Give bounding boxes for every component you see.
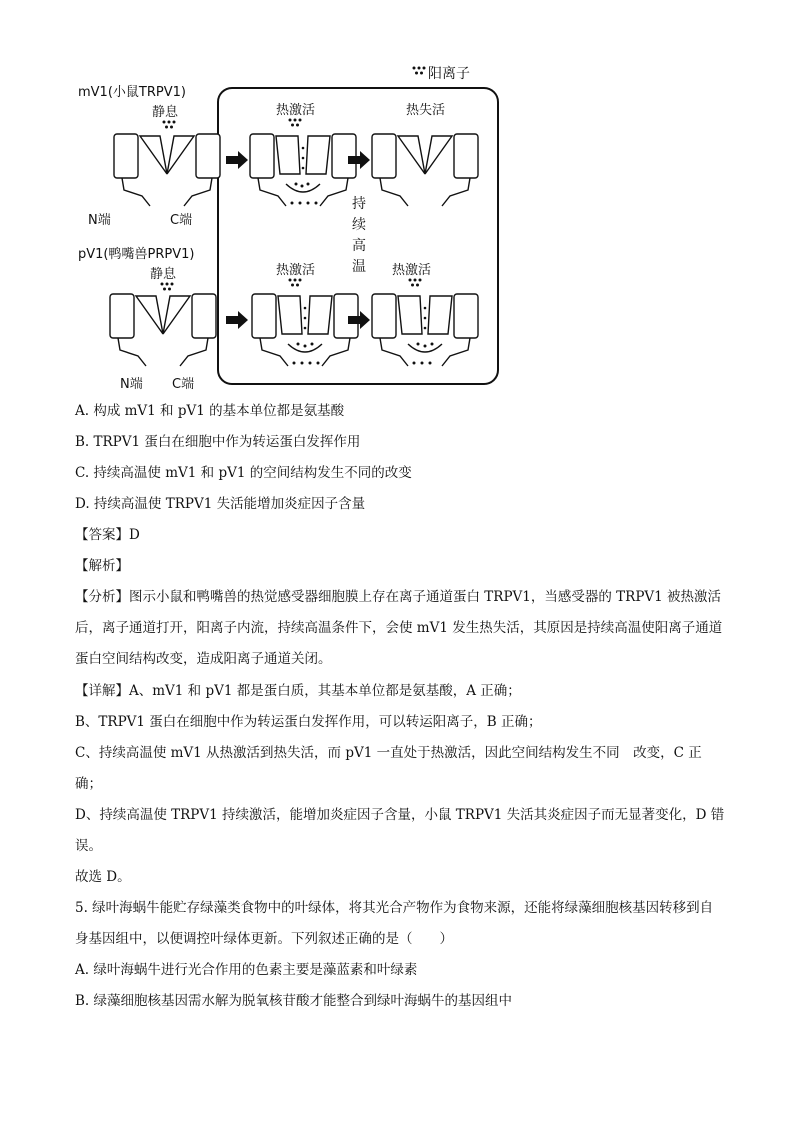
pv1-rest-channel <box>110 294 216 366</box>
q4-detail-b: B、TRPV1 蛋白在细胞中作为转运蛋白发挥作用，可以转运阳离子，B 正确； <box>75 714 542 730</box>
q4-detail-d: D、持续高温使 TRPV1 持续激活，能增加炎症因子含量，小鼠 TRPV1 失活其炎症因子而无显著变化，D 错误。 <box>75 807 725 854</box>
rest-label-top: 静息 <box>152 105 179 120</box>
q4-option-a: A. 构成 mV1 和 pV1 的基本单位都是氨基酸 <box>75 403 345 419</box>
q4-analysis-header: 【解析】 <box>75 558 129 574</box>
q4-option-b: B. TRPV1 蛋白在细胞中作为转运蛋白发挥作用 <box>75 434 361 450</box>
mv1-rest-channel <box>114 134 220 206</box>
q4-option-d: D. 持续高温使 TRPV1 失活能增加炎症因子含量 <box>75 496 366 512</box>
heat-inactive-label: 热失活 <box>406 103 446 118</box>
q5-option-b: B. 绿藻细胞核基因需水解为脱氧核苷酸才能整合到绿叶海蜗牛的基因组中 <box>75 993 513 1009</box>
trpv1-diagram <box>70 58 510 398</box>
sustained-heat-label <box>352 195 366 275</box>
svg-text:续: 续 <box>352 217 366 233</box>
q4-detail-c: C、持续高温使 mV1 从热激活到热失活，而 pV1 一直处于热激活，因此空间结构发生不同 改变，C 正确； <box>75 745 702 792</box>
q4-analysis: 【分析】图示小鼠和鸭嘴兽的热觉感受器细胞膜上存在离子通道蛋白 TRPV1，当感受器的 TRPV1 被热激活后，离子通道打开，阳离子内流，持续高温条件下，会使 mV1 发生热失活，其原因是持续高温使阳离子通道蛋白空间结构改变，造成阳离子通道关闭。 <box>75 589 723 667</box>
q4-option-c: C. 持续高温使 mV1 和 pV1 的空间结构发生不同的改变 <box>75 465 412 481</box>
n-end-label-bottom: N端 <box>120 377 143 392</box>
mv1-label: mV1(小鼠TRPV1) <box>78 85 186 100</box>
c-end-label-top: C端 <box>170 213 193 228</box>
heat-active-label-2: 热激活 <box>276 263 316 278</box>
q5-option-a: A. 绿叶海蜗牛进行光合作用的色素主要是藻蓝素和叶绿素 <box>75 962 418 978</box>
n-end-label-top: N端 <box>88 213 111 228</box>
rest-label-bottom: 静息 <box>150 267 177 282</box>
q5-stem: 5. 绿叶海蜗牛能贮存绿藻类食物中的叶绿体，将其光合产物作为食物来源，还能将绿藻细胞核基因转移到自身基因组中，以便调控叶绿体更新。下列叙述正确的是（ ） <box>75 900 714 947</box>
pv1-label: pV1(鸭嘴兽PRPV1) <box>78 247 195 262</box>
svg-text:温: 温 <box>352 259 366 275</box>
svg-text:高: 高 <box>352 238 366 254</box>
q4-detail-a: 【详解】A、mV1 和 pV1 都是蛋白质，其基本单位都是氨基酸，A 正确； <box>75 683 521 699</box>
q4-answer: 【答案】D <box>75 527 140 543</box>
mv1-heat-active-channel <box>250 134 356 206</box>
heat-active-label-3: 热激活 <box>392 263 432 278</box>
svg-text:持: 持 <box>352 196 366 212</box>
cation-legend <box>413 66 471 82</box>
cation-label: 阳离子 <box>428 66 470 82</box>
pv1-heat-active-channel <box>252 294 358 366</box>
arrow-icon <box>226 151 248 169</box>
heat-active-label-1: 热激活 <box>276 103 316 118</box>
mv1-heat-inactive-channel <box>372 134 478 206</box>
q4-conclusion: 故选 D。 <box>75 869 131 885</box>
arrow-icon <box>226 311 248 329</box>
c-end-label-bottom: C端 <box>172 377 195 392</box>
pv1-sustained-active-channel <box>372 294 478 366</box>
